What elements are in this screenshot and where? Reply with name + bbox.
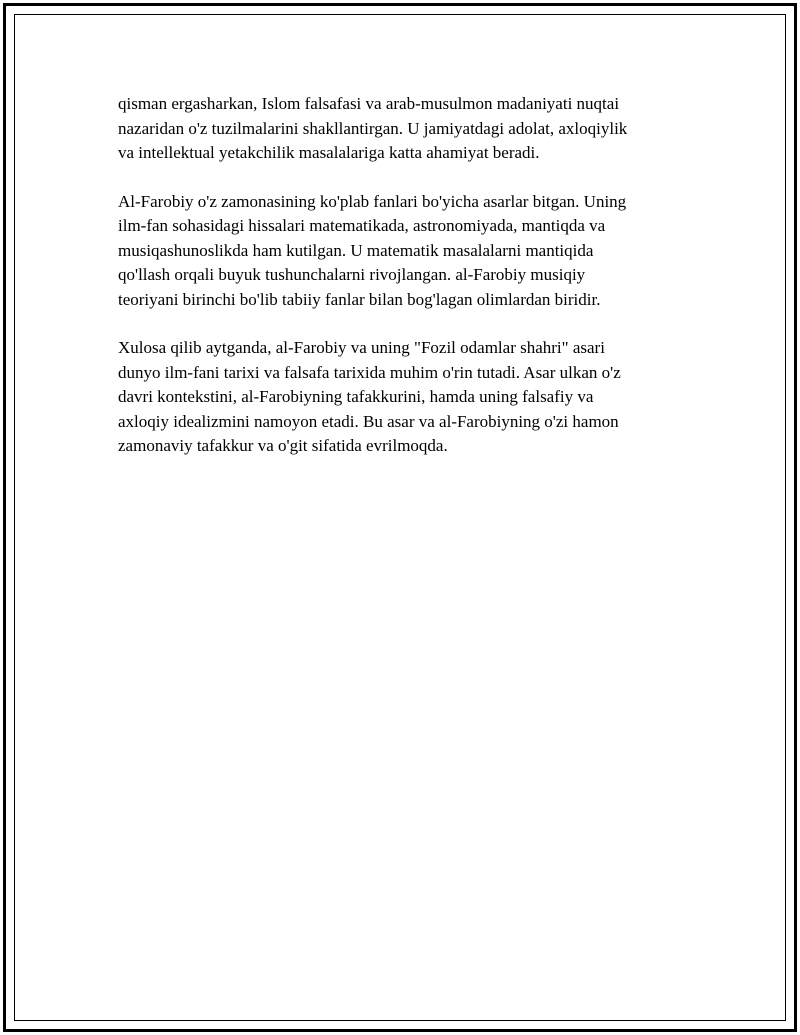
paragraph-conclusion: Xulosa qilib aytganda, al-Farobiy va uning "Fozil odamlar shahri" asari dunyo ilm-fani tarixi va falsafa tarixida muhim o'rin tutadi. Asar ulkan o'z davri kontekstini, al-Farobiyning tafakkurini, hamda uning falsafiy va axloqiy idealizmini namoyon etadi. Bu asar va al-Farobiyning o'zi hamon zamonaviy tafakkur va o'git sifatida evrilmoqda. [118,338,621,455]
page-body [118,92,688,483]
paragraph-scientific-works: Al-Farobiy o'z zamonasining ko'plab fanlari bo'yicha asarlar bitgan. Uning ilm-fan sohasidagi hissalari matematikada, astronomiyada, mantiqda va musiqashunoslikda ham kutilgan. U matematik masalalarni mantiqida qo'llash orqali buyuk tushunchalarni rivojlangan. al-Farobiy musiqiy teoriyani birinchi bo'lib tabiiy fanlar bilan bog'lagan olimlardan biridir. [118,191,627,309]
paragraph-intro-continuation: qisman ergasharkan, Islom falsafasi va arab-musulmon madaniyati nuqtai nazaridan o'z tuzilmalarini shakllantirgan. U jamiyatdagi adolat, axloqiylik va intellektual yetakchilik masalalariga katta ahamiyat beradi. [118,94,628,162]
